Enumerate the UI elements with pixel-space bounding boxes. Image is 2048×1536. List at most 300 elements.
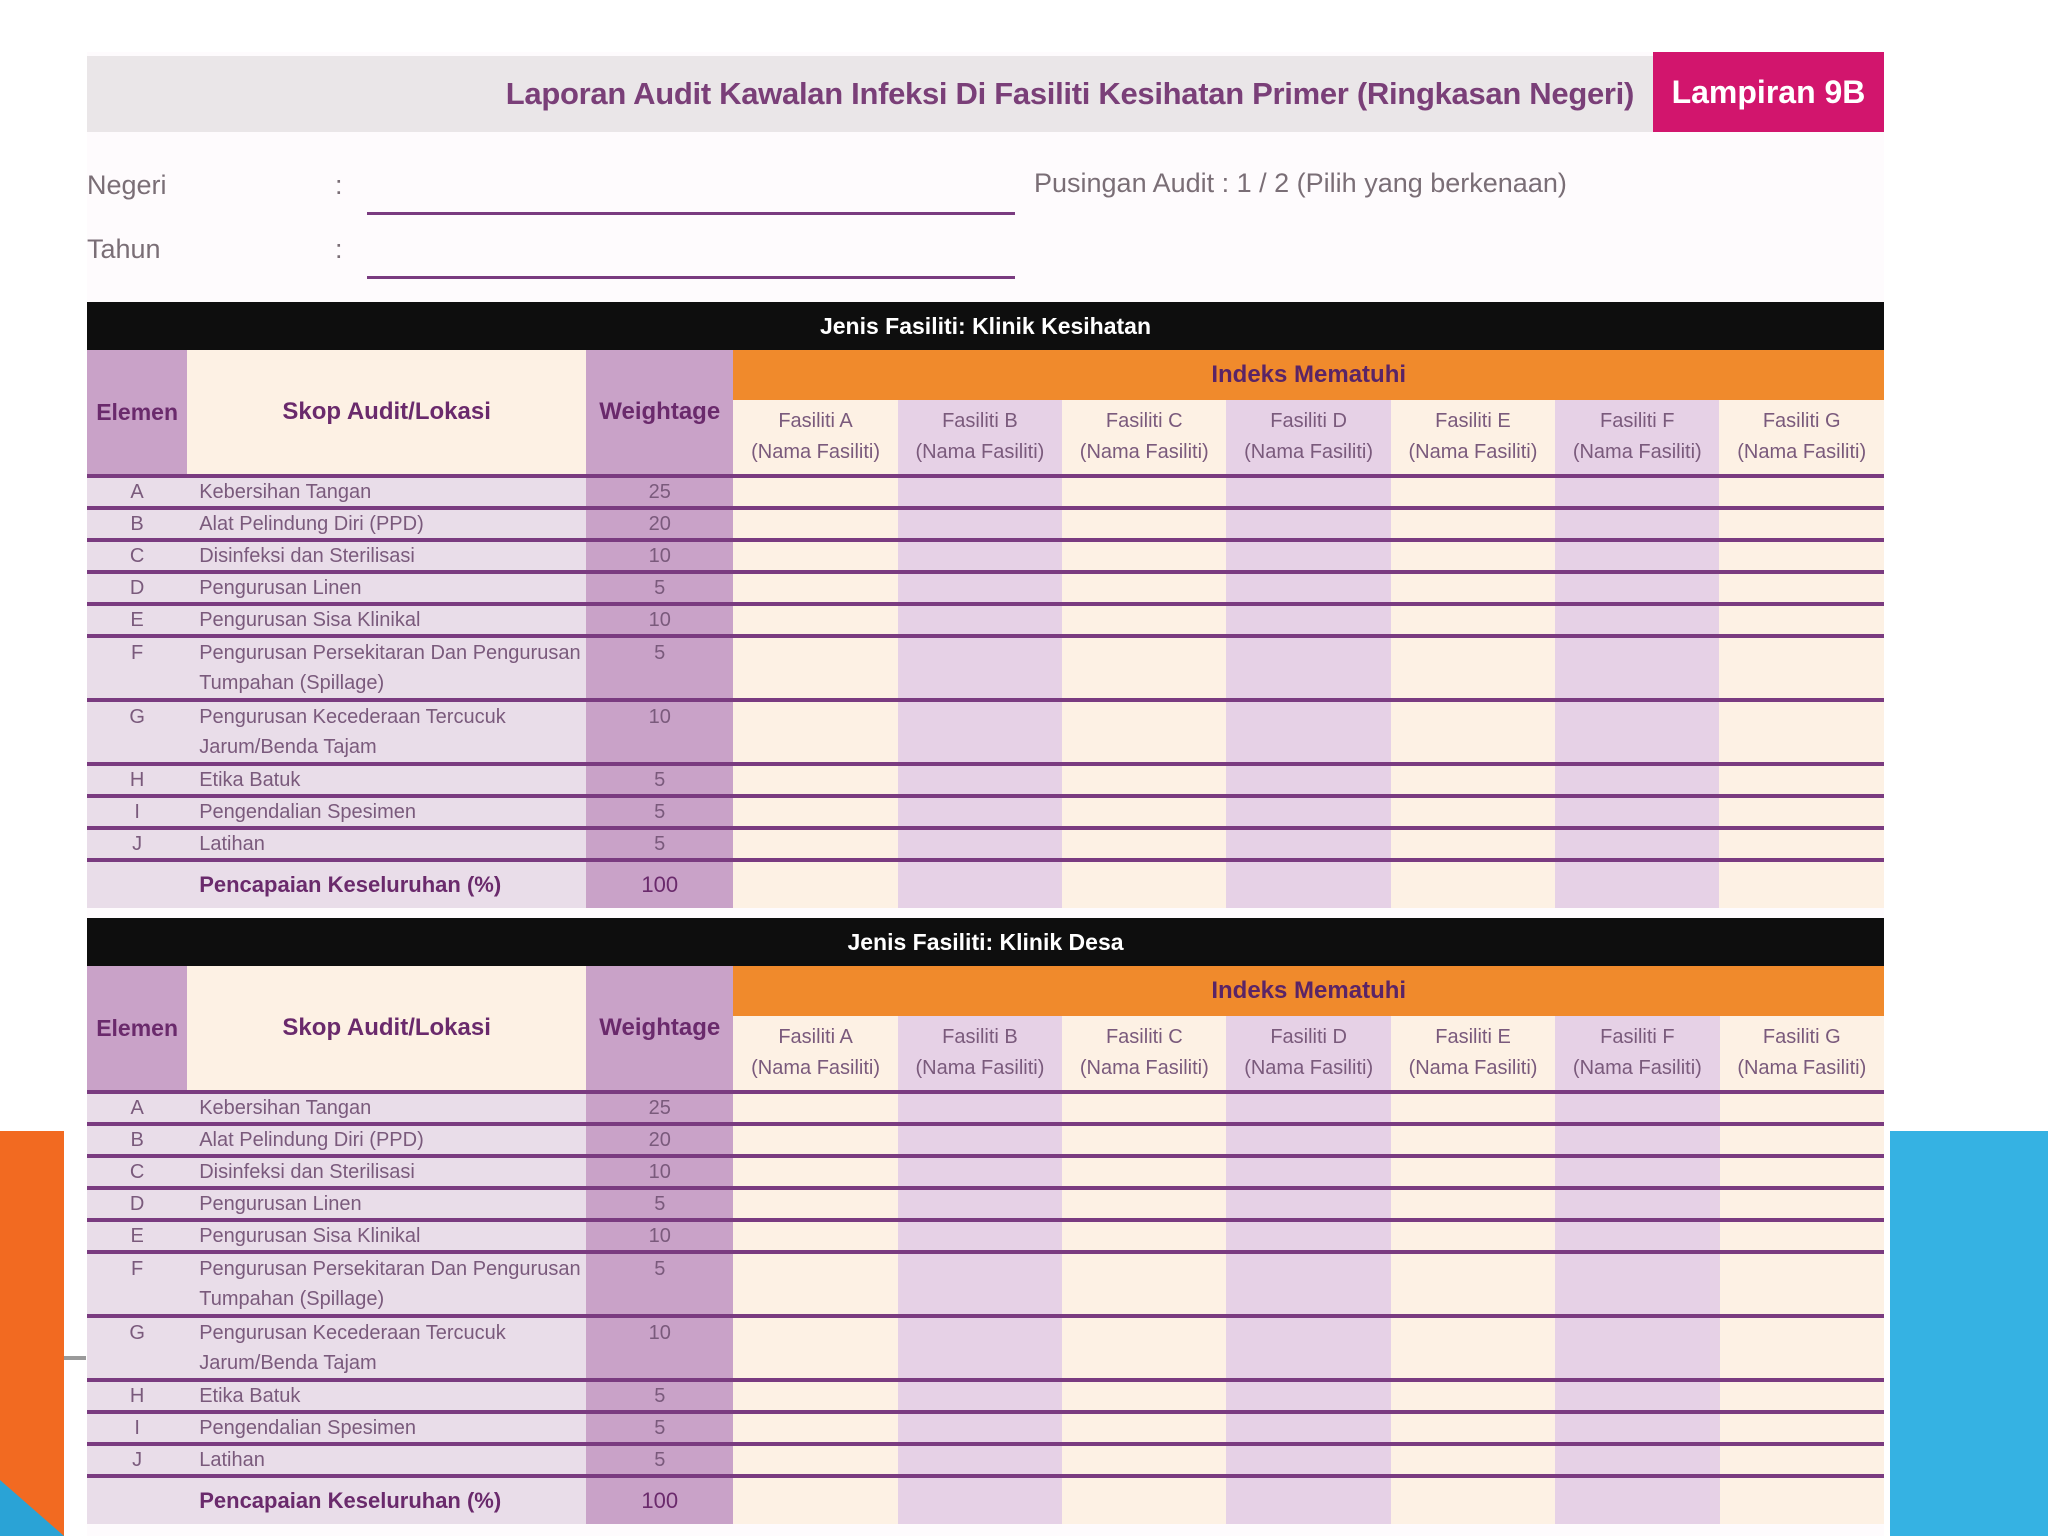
- indeks-cell[interactable]: [1391, 1188, 1555, 1220]
- elemen-cell: G: [87, 700, 187, 764]
- facility-subname: (Nama Fasiliti): [1079, 1057, 1209, 1079]
- facility-header: [1226, 1016, 1390, 1092]
- indeks-cell[interactable]: [898, 604, 1062, 636]
- weightage-cell: 5: [586, 1252, 733, 1316]
- indeks-cell[interactable]: [1555, 828, 1719, 860]
- indeks-cell[interactable]: [1555, 604, 1719, 636]
- indeks-cell[interactable]: [1062, 508, 1226, 540]
- indeks-cell[interactable]: [898, 572, 1062, 604]
- table-row: [87, 796, 1884, 828]
- elemen-cell: I: [87, 1412, 187, 1444]
- indeks-cell[interactable]: [898, 1092, 1062, 1124]
- table-row: [87, 1316, 1884, 1380]
- facility-header: [1062, 400, 1226, 476]
- pusingan-audit-text: Pusingan Audit : 1 / 2 (Pilih yang berkenaan): [1034, 168, 1567, 198]
- indeks-cell[interactable]: [733, 508, 897, 540]
- skop-cell: Latihan: [187, 828, 586, 860]
- elemen-cell: D: [87, 572, 187, 604]
- indeks-cell[interactable]: [1062, 1156, 1226, 1188]
- facility-header: [1555, 400, 1719, 476]
- indeks-cell[interactable]: [898, 1124, 1062, 1156]
- indeks-cell[interactable]: [1391, 796, 1555, 828]
- indeks-cell[interactable]: [898, 476, 1062, 508]
- total-weightage: 100: [586, 860, 733, 908]
- facility-header: [1226, 400, 1390, 476]
- facility-subname: (Nama Fasiliti): [751, 441, 880, 463]
- elemen-cell: J: [87, 828, 187, 860]
- weightage-cell: 10: [586, 1316, 733, 1380]
- indeks-cell[interactable]: [1391, 764, 1555, 796]
- elemen-cell: B: [87, 508, 187, 540]
- grey-dash-decoration: [64, 1356, 86, 1360]
- indeks-cell[interactable]: [733, 1412, 897, 1444]
- total-indeks-cell[interactable]: [733, 860, 897, 908]
- table-row: [87, 1444, 1884, 1476]
- indeks-cell[interactable]: [1555, 476, 1719, 508]
- skop-cell: Disinfeksi dan Sterilisasi: [187, 1156, 586, 1188]
- facility-header: [1062, 1016, 1226, 1092]
- indeks-cell[interactable]: [1720, 1412, 1884, 1444]
- indeks-cell[interactable]: [733, 1316, 897, 1380]
- facility-header: [898, 400, 1062, 476]
- table-row: [87, 636, 1884, 700]
- indeks-cell[interactable]: [1555, 1316, 1719, 1380]
- indeks-cell[interactable]: [1719, 604, 1884, 636]
- indeks-cell[interactable]: [1062, 636, 1226, 700]
- indeks-cell[interactable]: [733, 700, 897, 764]
- indeks-cell[interactable]: [1226, 540, 1390, 572]
- table-row: [87, 1412, 1884, 1444]
- skop-cell: Latihan: [187, 1444, 586, 1476]
- facility-name: Fasiliti F: [1600, 410, 1675, 432]
- indeks-cell[interactable]: [1226, 476, 1390, 508]
- elemen-cell: C: [87, 1156, 187, 1188]
- facility-name: Fasiliti C: [1105, 1026, 1183, 1048]
- facility-subname: (Nama Fasiliti): [1737, 441, 1867, 463]
- indeks-cell[interactable]: [1062, 828, 1226, 860]
- table-row: [87, 476, 1884, 508]
- skop-cell: Pengurusan Linen: [187, 1188, 586, 1220]
- facility-name: Fasiliti B: [942, 1026, 1018, 1048]
- audit-report-sheet: [87, 52, 1884, 1536]
- negeri-field[interactable]: [367, 212, 1015, 215]
- total-label: Pencapaian Keseluruhan (%): [187, 1476, 586, 1524]
- indeks-cell[interactable]: [1226, 636, 1390, 700]
- indeks-cell[interactable]: [1555, 572, 1719, 604]
- indeks-cell[interactable]: [1391, 540, 1555, 572]
- weightage-header: Weightage: [586, 350, 733, 476]
- skop-cell: Alat Pelindung Diri (PPD): [187, 508, 586, 540]
- indeks-cell[interactable]: [1555, 1188, 1719, 1220]
- indeks-cell[interactable]: [1226, 1092, 1390, 1124]
- weightage-cell: 5: [586, 1444, 733, 1476]
- skop-cell: Pengurusan Persekitaran Dan Pengurusan Tumpahan (Spillage): [187, 636, 586, 700]
- indeks-cell[interactable]: [1062, 764, 1226, 796]
- total-label: Pencapaian Keseluruhan (%): [187, 860, 586, 908]
- indeks-cell[interactable]: [1062, 1444, 1226, 1476]
- indeks-cell[interactable]: [1719, 796, 1884, 828]
- indeks-cell[interactable]: [733, 476, 897, 508]
- weightage-cell: 5: [586, 764, 733, 796]
- facility-name: Fasiliti D: [1270, 1026, 1347, 1048]
- total-indeks-cell[interactable]: [733, 1476, 897, 1524]
- indeks-cell[interactable]: [1226, 1156, 1390, 1188]
- indeks-cell[interactable]: [1719, 700, 1884, 764]
- elemen-cell: B: [87, 1124, 187, 1156]
- indeks-cell[interactable]: [1391, 636, 1555, 700]
- elemen-cell: F: [87, 636, 187, 700]
- elemen-cell: I: [87, 796, 187, 828]
- facility-name: Fasiliti E: [1435, 1026, 1511, 1048]
- indeks-cell[interactable]: [1555, 1220, 1719, 1252]
- table-row: [87, 764, 1884, 796]
- indeks-cell[interactable]: [1062, 1252, 1226, 1316]
- indeks-cell[interactable]: [733, 1220, 897, 1252]
- facility-subname: (Nama Fasiliti): [915, 441, 1045, 463]
- indeks-cell[interactable]: [1719, 476, 1884, 508]
- elemen-cell: A: [87, 476, 187, 508]
- indeks-cell[interactable]: [1062, 796, 1226, 828]
- negeri-colon: :: [335, 170, 343, 200]
- tahun-colon: :: [335, 234, 343, 264]
- skop-cell: Pengurusan Kecederaan Tercucuk Jarum/Benda Tajam: [187, 700, 586, 764]
- weightage-cell: 5: [586, 828, 733, 860]
- indeks-cell[interactable]: [733, 1188, 897, 1220]
- skop-cell: Etika Batuk: [187, 764, 586, 796]
- indeks-cell[interactable]: [1391, 1444, 1555, 1476]
- indeks-cell[interactable]: [1391, 700, 1555, 764]
- indeks-cell[interactable]: [1719, 540, 1884, 572]
- weightage-cell: 20: [586, 1124, 733, 1156]
- indeks-cell[interactable]: [733, 540, 897, 572]
- table-row: [87, 1124, 1884, 1156]
- total-indeks-cell[interactable]: [1062, 860, 1226, 908]
- indeks-cell[interactable]: [1226, 700, 1390, 764]
- total-weightage: 100: [586, 1476, 733, 1524]
- indeks-cell[interactable]: [1226, 1124, 1390, 1156]
- blue-corner-decoration: [0, 1480, 64, 1536]
- weightage-cell: 10: [586, 540, 733, 572]
- weightage-cell: 5: [586, 636, 733, 700]
- report-title: Laporan Audit Kawalan Infeksi Di Fasiliti Kesihatan Primer (Ringkasan Negeri): [505, 76, 1634, 111]
- indeks-cell[interactable]: [898, 1156, 1062, 1188]
- indeks-cell[interactable]: [898, 1316, 1062, 1380]
- tahun-field[interactable]: [367, 276, 1015, 279]
- skop-header: Skop Audit/Lokasi: [187, 350, 586, 476]
- indeks-cell[interactable]: [1226, 796, 1390, 828]
- indeks-cell[interactable]: [733, 1252, 897, 1316]
- indeks-cell[interactable]: [1719, 636, 1884, 700]
- indeks-cell[interactable]: [1555, 508, 1719, 540]
- total-indeks-cell[interactable]: [1555, 860, 1719, 908]
- facility-subname: (Nama Fasiliti): [1737, 1057, 1867, 1079]
- facility-name: Fasiliti G: [1762, 410, 1841, 432]
- table-row: [87, 604, 1884, 636]
- weightage-header: Weightage: [586, 966, 733, 1092]
- indeks-cell[interactable]: [733, 1156, 897, 1188]
- indeks-cell[interactable]: [1555, 1444, 1719, 1476]
- total-indeks-cell[interactable]: [1719, 860, 1884, 908]
- weightage-cell: 10: [586, 1220, 733, 1252]
- table-row: [87, 828, 1884, 860]
- total-indeks-cell[interactable]: [1226, 1476, 1390, 1524]
- elemen-header: Elemen: [87, 966, 187, 1092]
- facility-name: Fasiliti E: [1435, 410, 1511, 432]
- jenis-fasiliti-band: Jenis Fasiliti: Klinik Desa: [87, 918, 1884, 966]
- indeks-cell[interactable]: [1391, 1252, 1555, 1316]
- facility-subname: (Nama Fasiliti): [1408, 441, 1538, 463]
- skop-cell: Pengurusan Sisa Klinikal: [187, 1220, 586, 1252]
- facility-header: [733, 1016, 897, 1092]
- table-row: [87, 1092, 1884, 1124]
- elemen-cell: E: [87, 1220, 187, 1252]
- facility-subname: (Nama Fasiliti): [1572, 441, 1702, 463]
- table-row: [87, 540, 1884, 572]
- elemen-cell: J: [87, 1444, 187, 1476]
- indeks-cell[interactable]: [1555, 1252, 1719, 1316]
- facility-name: Fasiliti D: [1270, 410, 1347, 432]
- indeks-cell[interactable]: [898, 828, 1062, 860]
- indeks-cell[interactable]: [1226, 1444, 1390, 1476]
- indeks-cell[interactable]: [1226, 1380, 1390, 1412]
- indeks-cell[interactable]: [1719, 508, 1884, 540]
- audit-table-klinik-desa: [87, 918, 1884, 1524]
- indeks-cell[interactable]: [1391, 1156, 1555, 1188]
- indeks-cell[interactable]: [1226, 604, 1390, 636]
- indeks-cell[interactable]: [733, 828, 897, 860]
- indeks-cell[interactable]: [1555, 764, 1719, 796]
- lampiran-badge: Lampiran 9B: [1653, 52, 1884, 132]
- indeks-cell[interactable]: [1226, 1188, 1390, 1220]
- orange-side-decoration: [0, 1131, 64, 1536]
- indeks-cell[interactable]: [733, 1092, 897, 1124]
- indeks-cell[interactable]: [1062, 1188, 1226, 1220]
- facility-name: Fasiliti F: [1600, 1026, 1675, 1048]
- jenis-fasiliti-band: Jenis Fasiliti: Klinik Kesihatan: [87, 302, 1884, 350]
- indeks-cell[interactable]: [1555, 540, 1719, 572]
- indeks-cell[interactable]: [1391, 476, 1555, 508]
- elemen-cell: A: [87, 1092, 187, 1124]
- facility-name: Fasiliti C: [1105, 410, 1183, 432]
- title-bar: [87, 56, 1884, 132]
- skop-cell: Etika Batuk: [187, 1380, 586, 1412]
- indeks-cell[interactable]: [1720, 1252, 1884, 1316]
- elemen-cell: G: [87, 1316, 187, 1380]
- facility-header: [1555, 1016, 1719, 1092]
- facility-name: Fasiliti G: [1762, 1026, 1841, 1048]
- indeks-cell[interactable]: [898, 1220, 1062, 1252]
- indeks-cell[interactable]: [898, 540, 1062, 572]
- indeks-cell[interactable]: [1720, 1124, 1884, 1156]
- indeks-cell[interactable]: [1555, 796, 1719, 828]
- total-indeks-cell[interactable]: [1391, 1476, 1555, 1524]
- table-row: [87, 1188, 1884, 1220]
- indeks-cell[interactable]: [733, 636, 897, 700]
- facility-subname: (Nama Fasiliti): [1244, 441, 1374, 463]
- facility-header: [1391, 400, 1555, 476]
- indeks-cell[interactable]: [1062, 540, 1226, 572]
- total-indeks-cell[interactable]: [1391, 860, 1555, 908]
- indeks-cell[interactable]: [898, 508, 1062, 540]
- skop-cell: Pengendalian Spesimen: [187, 796, 586, 828]
- facility-subname: (Nama Fasiliti): [1244, 1057, 1374, 1079]
- indeks-cell[interactable]: [1720, 1380, 1884, 1412]
- indeks-cell[interactable]: [1062, 604, 1226, 636]
- indeks-cell[interactable]: [733, 1444, 897, 1476]
- indeks-cell[interactable]: [898, 1188, 1062, 1220]
- elemen-cell: F: [87, 1252, 187, 1316]
- indeks-cell[interactable]: [1391, 1220, 1555, 1252]
- indeks-cell[interactable]: [898, 764, 1062, 796]
- total-indeks-cell[interactable]: [1062, 1476, 1226, 1524]
- facility-subname: (Nama Fasiliti): [1408, 1057, 1538, 1079]
- total-indeks-cell[interactable]: [1226, 860, 1390, 908]
- indeks-cell[interactable]: [1555, 1412, 1719, 1444]
- weightage-cell: 5: [586, 1380, 733, 1412]
- indeks-cell[interactable]: [1555, 700, 1719, 764]
- negeri-label: Negeri: [87, 170, 167, 200]
- indeks-cell[interactable]: [1062, 476, 1226, 508]
- elemen-cell: D: [87, 1188, 187, 1220]
- facility-name: Fasiliti A: [778, 410, 853, 432]
- indeks-cell[interactable]: [1062, 1380, 1226, 1412]
- indeks-cell[interactable]: [1226, 1220, 1390, 1252]
- indeks-cell[interactable]: [733, 604, 897, 636]
- total-indeks-cell[interactable]: [1720, 1476, 1884, 1524]
- total-elemen-cell: [87, 1476, 187, 1524]
- indeks-cell[interactable]: [898, 1380, 1062, 1412]
- total-indeks-cell[interactable]: [1555, 1476, 1719, 1524]
- indeks-cell[interactable]: [898, 796, 1062, 828]
- indeks-cell[interactable]: [1720, 1188, 1884, 1220]
- skop-cell: Alat Pelindung Diri (PPD): [187, 1124, 586, 1156]
- indeks-cell[interactable]: [1555, 1156, 1719, 1188]
- total-row: [87, 860, 1884, 908]
- indeks-cell[interactable]: [1555, 1380, 1719, 1412]
- indeks-cell[interactable]: [1062, 1124, 1226, 1156]
- indeks-cell[interactable]: [1391, 1380, 1555, 1412]
- indeks-cell[interactable]: [1719, 764, 1884, 796]
- indeks-cell[interactable]: [1062, 1316, 1226, 1380]
- indeks-cell[interactable]: [1719, 572, 1884, 604]
- table-row: [87, 508, 1884, 540]
- total-indeks-cell[interactable]: [898, 860, 1062, 908]
- indeks-cell[interactable]: [1226, 764, 1390, 796]
- table-row: [87, 572, 1884, 604]
- table-row: [87, 1220, 1884, 1252]
- facility-name: Fasiliti B: [942, 410, 1018, 432]
- weightage-cell: 10: [586, 1156, 733, 1188]
- blue-side-decoration: [1890, 1131, 2048, 1536]
- indeks-cell[interactable]: [1062, 1092, 1226, 1124]
- indeks-cell[interactable]: [1391, 572, 1555, 604]
- indeks-cell[interactable]: [733, 1124, 897, 1156]
- total-indeks-cell[interactable]: [898, 1476, 1062, 1524]
- facility-name: Fasiliti A: [778, 1026, 853, 1048]
- weightage-cell: 5: [586, 1412, 733, 1444]
- weightage-cell: 5: [586, 1188, 733, 1220]
- indeks-cell[interactable]: [733, 764, 897, 796]
- indeks-cell[interactable]: [1555, 1092, 1719, 1124]
- indeks-cell[interactable]: [1720, 1444, 1884, 1476]
- table-row: [87, 1380, 1884, 1412]
- indeks-cell[interactable]: [1391, 1412, 1555, 1444]
- indeks-cell[interactable]: [1720, 1220, 1884, 1252]
- total-row: [87, 1476, 1884, 1524]
- facility-header: [1719, 400, 1884, 476]
- indeks-mematuhi-header: Indeks Mematuhi: [733, 350, 1884, 400]
- indeks-cell[interactable]: [1226, 1316, 1390, 1380]
- indeks-cell[interactable]: [1391, 508, 1555, 540]
- audit-table-klinik-kesihatan: [87, 302, 1884, 908]
- indeks-cell[interactable]: [1062, 1220, 1226, 1252]
- indeks-cell[interactable]: [1062, 572, 1226, 604]
- indeks-cell[interactable]: [1720, 1156, 1884, 1188]
- indeks-cell[interactable]: [898, 1444, 1062, 1476]
- indeks-cell[interactable]: [1391, 1124, 1555, 1156]
- indeks-cell[interactable]: [1391, 828, 1555, 860]
- indeks-cell[interactable]: [1062, 1412, 1226, 1444]
- indeks-cell[interactable]: [1391, 604, 1555, 636]
- table-row: [87, 700, 1884, 764]
- weightage-cell: 10: [586, 604, 733, 636]
- skop-cell: Pengurusan Persekitaran Dan Pengurusan Tumpahan (Spillage): [187, 1252, 586, 1316]
- indeks-cell[interactable]: [1226, 508, 1390, 540]
- facility-subname: (Nama Fasiliti): [751, 1057, 881, 1079]
- facility-header: [898, 1016, 1062, 1092]
- skop-cell: Pengendalian Spesimen: [187, 1412, 586, 1444]
- indeks-cell[interactable]: [1391, 1316, 1555, 1380]
- weightage-cell: 20: [586, 508, 733, 540]
- indeks-cell[interactable]: [733, 1380, 897, 1412]
- indeks-cell[interactable]: [898, 700, 1062, 764]
- skop-header: Skop Audit/Lokasi: [187, 966, 586, 1092]
- indeks-cell[interactable]: [1720, 1092, 1884, 1124]
- indeks-cell[interactable]: [1720, 1316, 1884, 1380]
- indeks-cell[interactable]: [898, 1412, 1062, 1444]
- skop-cell: Pengurusan Sisa Klinikal: [187, 604, 586, 636]
- skop-cell: Pengurusan Linen: [187, 572, 586, 604]
- table-row: [87, 1156, 1884, 1188]
- indeks-cell[interactable]: [898, 1252, 1062, 1316]
- indeks-cell[interactable]: [1226, 1252, 1390, 1316]
- elemen-cell: E: [87, 604, 187, 636]
- indeks-cell[interactable]: [1555, 1124, 1719, 1156]
- indeks-cell[interactable]: [1391, 1092, 1555, 1124]
- total-elemen-cell: [87, 860, 187, 908]
- tahun-label: Tahun: [87, 234, 161, 264]
- indeks-cell[interactable]: [733, 796, 897, 828]
- indeks-cell[interactable]: [1226, 572, 1390, 604]
- table-row: [87, 1252, 1884, 1316]
- indeks-cell[interactable]: [1555, 636, 1719, 700]
- indeks-cell[interactable]: [1226, 1412, 1390, 1444]
- facility-header: [733, 400, 897, 476]
- indeks-mematuhi-header: Indeks Mematuhi: [733, 966, 1884, 1016]
- indeks-cell[interactable]: [898, 636, 1062, 700]
- skop-cell: Pengurusan Kecederaan Tercucuk Jarum/Benda Tajam: [187, 1316, 586, 1380]
- indeks-cell[interactable]: [1062, 700, 1226, 764]
- indeks-cell[interactable]: [1226, 828, 1390, 860]
- facility-subname: (Nama Fasiliti): [915, 1057, 1045, 1079]
- indeks-cell[interactable]: [733, 572, 897, 604]
- skop-cell: Kebersihan Tangan: [187, 1092, 586, 1124]
- elemen-cell: H: [87, 1380, 187, 1412]
- indeks-cell[interactable]: [1719, 828, 1884, 860]
- elemen-header: Elemen: [87, 350, 187, 476]
- facility-header: [1391, 1016, 1555, 1092]
- facility-subname: (Nama Fasiliti): [1079, 441, 1209, 463]
